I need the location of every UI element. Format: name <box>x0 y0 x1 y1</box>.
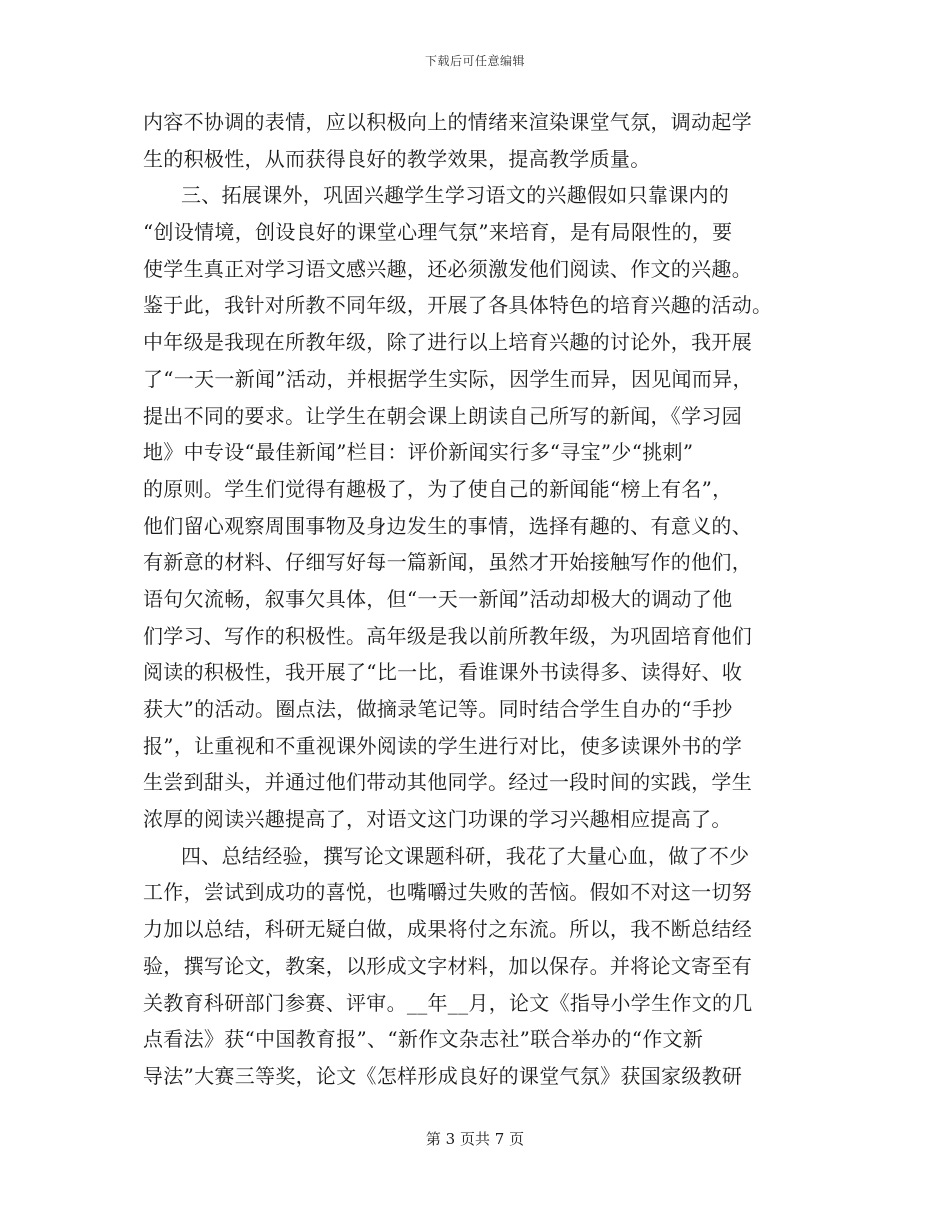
text-line: 关教育科研部门参赛、评审。__年__月，论文《指导小学生作文的几 <box>143 990 753 1015</box>
header-note: 下载后可任意编辑 <box>424 54 525 68</box>
page-number: 第 3 页共 7 页 <box>425 1130 525 1148</box>
text-line: 鉴于此，我针对所教不同年级，开展了各具体特色的培育兴趣的活动。 <box>143 293 773 318</box>
text-line: 力加以总结，科研无疑白做，成果将付之东流。所以，我不断总结经 <box>143 917 752 942</box>
text-line: 导法”大赛三等奖，论文《怎样形成良好的课堂气氛》获国家级教研 <box>143 1063 743 1088</box>
text-line: 提出不同的要求。让学生在朝会课上朗读自己所写的新闻，《学习园 <box>143 403 742 428</box>
paragraph-start-line: 三、拓展课外，巩固兴趣学生学习语文的兴趣假如只靠课内的 <box>181 183 730 208</box>
paragraph-start-line: 四、总结经验，撰写论文课题科研，我花了大量心血，做了不少 <box>181 843 750 868</box>
text-line: 阅读的积极性，我开展了“比一比，看谁课外书读得多、读得好、收 <box>143 660 743 685</box>
text-line: 地》中专设“最佳新闻”栏目：评价新闻实行多“寻宝”少“挑刺” <box>143 440 694 465</box>
text-line: 有新意的材料、仔细写好每一篇新闻，虽然才开始接触写作的他们， <box>143 550 752 575</box>
text-line: 了“一天一新闻”活动，并根据学生实际，因学生而异，因见闻而异， <box>143 366 753 391</box>
text-line: 使学生真正对学习语文感兴趣，还必须激发他们阅读、作文的兴趣。 <box>143 256 752 281</box>
text-line: 生的积极性，从而获得良好的教学效果，提高教学质量。 <box>143 146 651 171</box>
text-line: 的原则。学生们觉得有趣极了，为了使自己的新闻能“榜上有名”， <box>143 476 733 501</box>
text-line: 们学习、写作的积极性。高年级是我以前所教年级，为巩固培育他们 <box>143 623 752 648</box>
text-line: 验，撰写论文，教案，以形成文字材料，加以保存。并将论文寄至有 <box>143 953 752 978</box>
text-line: 报”，让重视和不重视课外阅读的学生进行对比，使多读课外书的学 <box>143 733 743 758</box>
text-line: 他们留心观察周围事物及身边发生的事情，选择有趣的、有意义的、 <box>143 513 752 538</box>
text-line: “创设情境，创设良好的课堂心理气氛”来培育，是有局限性的，要 <box>143 220 733 245</box>
text-line: 工作，尝试到成功的喜悦，也嘴嚼过失败的苦恼。假如不对这一切努 <box>143 880 752 905</box>
text-line: 点看法》获“中国教育报”、“新作文杂志社”联合举办的“作文新 <box>143 1027 704 1052</box>
text-line: 语句欠流畅，叙事欠具体，但“一天一新闻”活动却极大的调动了他 <box>143 586 733 611</box>
text-line: 中年级是我现在所教年级，除了进行以上培育兴趣的讨论外，我开展 <box>143 330 752 355</box>
document-body <box>143 104 808 1095</box>
text-line: 生尝到甜头，并通过他们带动其他同学。经过一段时间的实践，学生 <box>143 770 752 795</box>
text-line: 获大”的活动。圈点法，做摘录笔记等。同时结合学生自办的“手抄 <box>143 697 733 721</box>
text-line: 浓厚的阅读兴趣提高了，对语文这门功课的学习兴趣相应提高了。 <box>143 807 732 832</box>
text-line: 内容不协调的表情，应以积极向上的情绪来渲染课堂气氛，调动起学 <box>143 110 752 134</box>
